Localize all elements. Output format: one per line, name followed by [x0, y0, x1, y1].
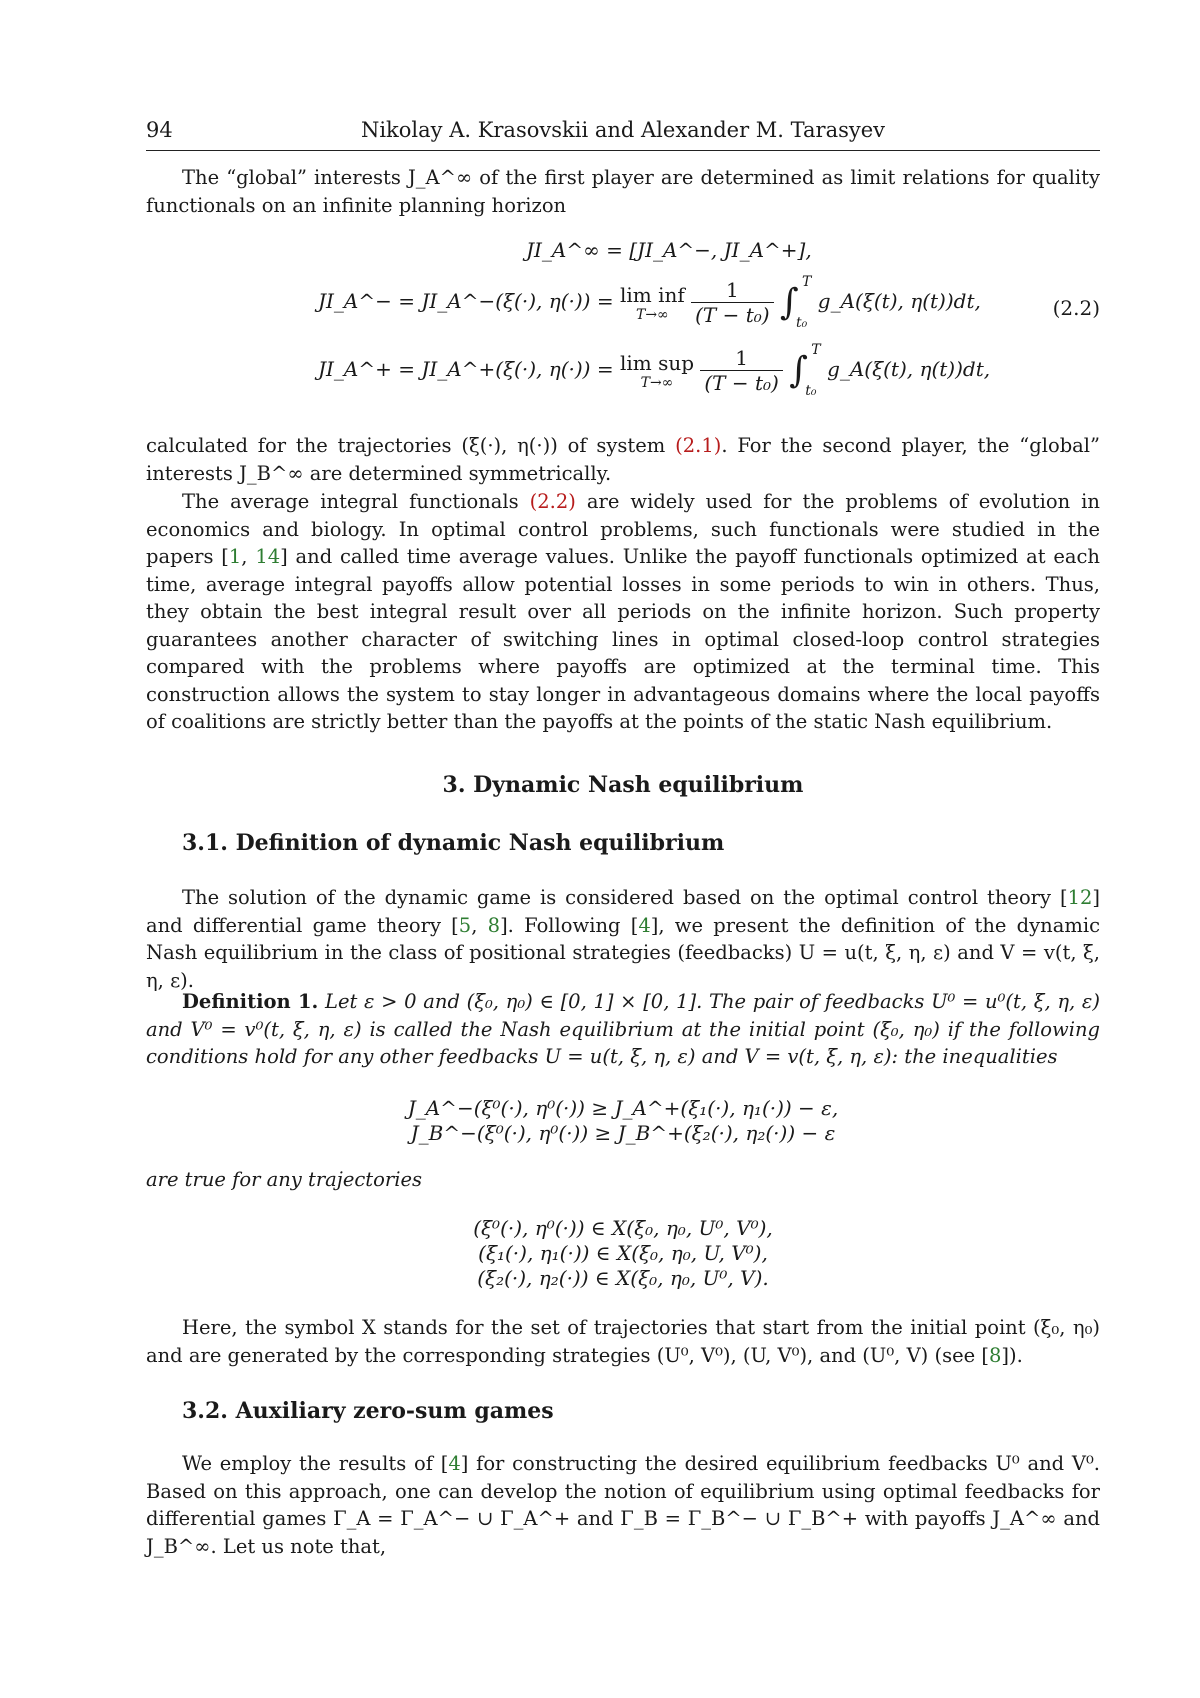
- citation-8[interactable]: 8: [487, 913, 501, 937]
- trajectory-3: (ξ₂(·), η₂(·)) ∈ X(ξ₀, η₀, U⁰, V).: [477, 1266, 769, 1290]
- integral-sign: ∫ T t₀: [779, 274, 812, 331]
- page-number: 94: [146, 118, 173, 142]
- eq2-integrand: g_A(ξ(t), η(t))dt,: [817, 289, 981, 313]
- eq2-lhs: JI_A^− = JI_A^−(ξ(·), η(·)) =: [318, 289, 614, 313]
- section-3-2-heading: 3.2. Auxiliary zero-sum games: [182, 1398, 554, 1424]
- inequality-2: J_B^−(ξ⁰(·), η⁰(·)) ≥ J_B^+(ξ₂(·), η₂(·)) − ε: [410, 1121, 836, 1145]
- citation-4b[interactable]: 4: [448, 1452, 461, 1475]
- paragraph-here: Here, the symbol X stands for the set of trajectories that start from the initial point (ξ₀, η₀) and are generated by the corresponding strategies (U⁰, V⁰), (U, V⁰), and (U⁰, V) (see [8]).: [146, 1316, 1100, 1367]
- eq-line-1: JI_A^∞ = [JI_A^−, JI_A^+],: [526, 238, 812, 262]
- liminf: lim inf T→∞: [619, 282, 685, 323]
- equation-ref-2-2[interactable]: (2.2): [529, 490, 576, 513]
- trajectory-2: (ξ₁(·), η₁(·)) ∈ X(ξ₀, η₀, U, V⁰),: [478, 1241, 768, 1265]
- trajectory-set: [146, 1216, 1100, 1291]
- equation-2-2: [146, 228, 1100, 428]
- citation-12[interactable]: 12: [1067, 886, 1093, 909]
- inequalities: [146, 1096, 1100, 1146]
- are-true-line: are true for any trajectories: [146, 1168, 422, 1191]
- trajectory-1: (ξ⁰(·), η⁰(·)) ∈ X(ξ₀, η₀, U⁰, V⁰),: [473, 1216, 773, 1240]
- running-authors: Nikolay A. Krasovskii and Alexander M. Tarasyev: [360, 118, 886, 142]
- inequality-1: J_A^−(ξ⁰(·), η⁰(·)) ≥ J_A^+(ξ₁(·), η₁(·)) − ε,: [407, 1096, 839, 1120]
- eq2-fraction: $\frac{1}{\text{(T − t₀)}}$: [691, 278, 773, 327]
- section-3-heading: 3. Dynamic Nash equilibrium: [442, 772, 804, 798]
- equation-number: (2.2): [1052, 296, 1100, 320]
- eq-line-2: [318, 274, 981, 331]
- eq3-fraction: $\frac{1}{\text{(T − t₀)}}$: [700, 346, 782, 395]
- eq3-lhs: JI_A^+ = JI_A^+(ξ(·), η(·)) =: [318, 357, 614, 381]
- paragraph-employ: We employ the results of [4] for constructing the desired equilibrium feedbacks U⁰ and V⁰. Based on this approach, one can develop the notion of equilibrium using optimal feedbacks for differential games Γ_A = Γ_A^− ∪ Γ_A^+ and Γ_B = Γ_B^− ∪ Γ_B^+ with payoffs J_A^∞ and J_B^∞. Let us note that,: [146, 1452, 1101, 1558]
- citation-1[interactable]: 1: [228, 545, 242, 568]
- running-header: [146, 118, 1100, 151]
- paragraph-average-functionals: The average integral functionals (2.2) are widely used for the problems of evolution in economics and biology. In optimal control problems, such functionals were studied in the papers [1, 14] and called time average values. Unlike the payoff functionals optimized at each time, average integral payoffs allow potential losses in some periods to win in others. Thus, they obtain the best integral result over all periods on the infinite horizon. Such property guarantees another character of switching lines in optimal closed-loop control strategies compared with the problems where payoffs are optimized at the terminal time. This construction allows the system to stay longer in advantageous domains where the local payoffs of coalitions are strictly better than the payoffs at the points of the static Nash equilibrium.: [146, 490, 1100, 733]
- eq3-integrand: g_A(ξ(t), η(t))dt,: [827, 357, 991, 381]
- citation-8b[interactable]: 8: [988, 1343, 1002, 1367]
- eq-line-3: [318, 342, 991, 399]
- integral-sign: ∫ T t₀: [789, 342, 821, 399]
- definition-1-text: Let ε > 0 and (ξ₀, η₀) ∈ [0, 1] × [0, 1]. The pair of feedbacks U⁰ = u⁰(t, ξ, η, ε) and V⁰ = v⁰(t, ξ, η, ε) is called the Nash equilibrium at the initial point (ξ₀, η₀) if the following conditions hold for any other feedbacks U = u(t, ξ, η, ε) and V = v(t, ξ, η, ε): the inequalities: [146, 990, 1100, 1068]
- citation-14[interactable]: 14: [255, 545, 281, 568]
- equation-ref-2-1[interactable]: (2.1): [675, 434, 722, 457]
- citation-4[interactable]: 4: [638, 913, 651, 937]
- paragraph-after-equation: calculated for the trajectories (ξ(·), η(·)) of system (2.1). For the second player, the “global” interests J_B^∞ are determined symmetrically.: [146, 434, 1101, 485]
- section-3-1-heading: 3.1. Definition of dynamic Nash equilibrium: [182, 830, 725, 856]
- intro-paragraph: The “global” interests J_A^∞ of the first player are determined as limit relations for quality functionals on an infinite planning horizon: [146, 166, 1100, 217]
- paragraph-solution: The solution of the dynamic game is considered based on the optimal control theory [12] and differential game theory [5, 8]. Following [4], we present the definition of the dynamic Nash equilibrium in the class of positional strategies (feedbacks) U = u(t, ξ, η, ε) and V = v(t, ξ, η, ε).: [146, 886, 1100, 992]
- citation-5[interactable]: 5: [458, 913, 472, 937]
- limsup: lim sup T→∞: [619, 350, 695, 391]
- definition-1: [146, 988, 1100, 1071]
- definition-1-head: Definition 1.: [182, 990, 319, 1013]
